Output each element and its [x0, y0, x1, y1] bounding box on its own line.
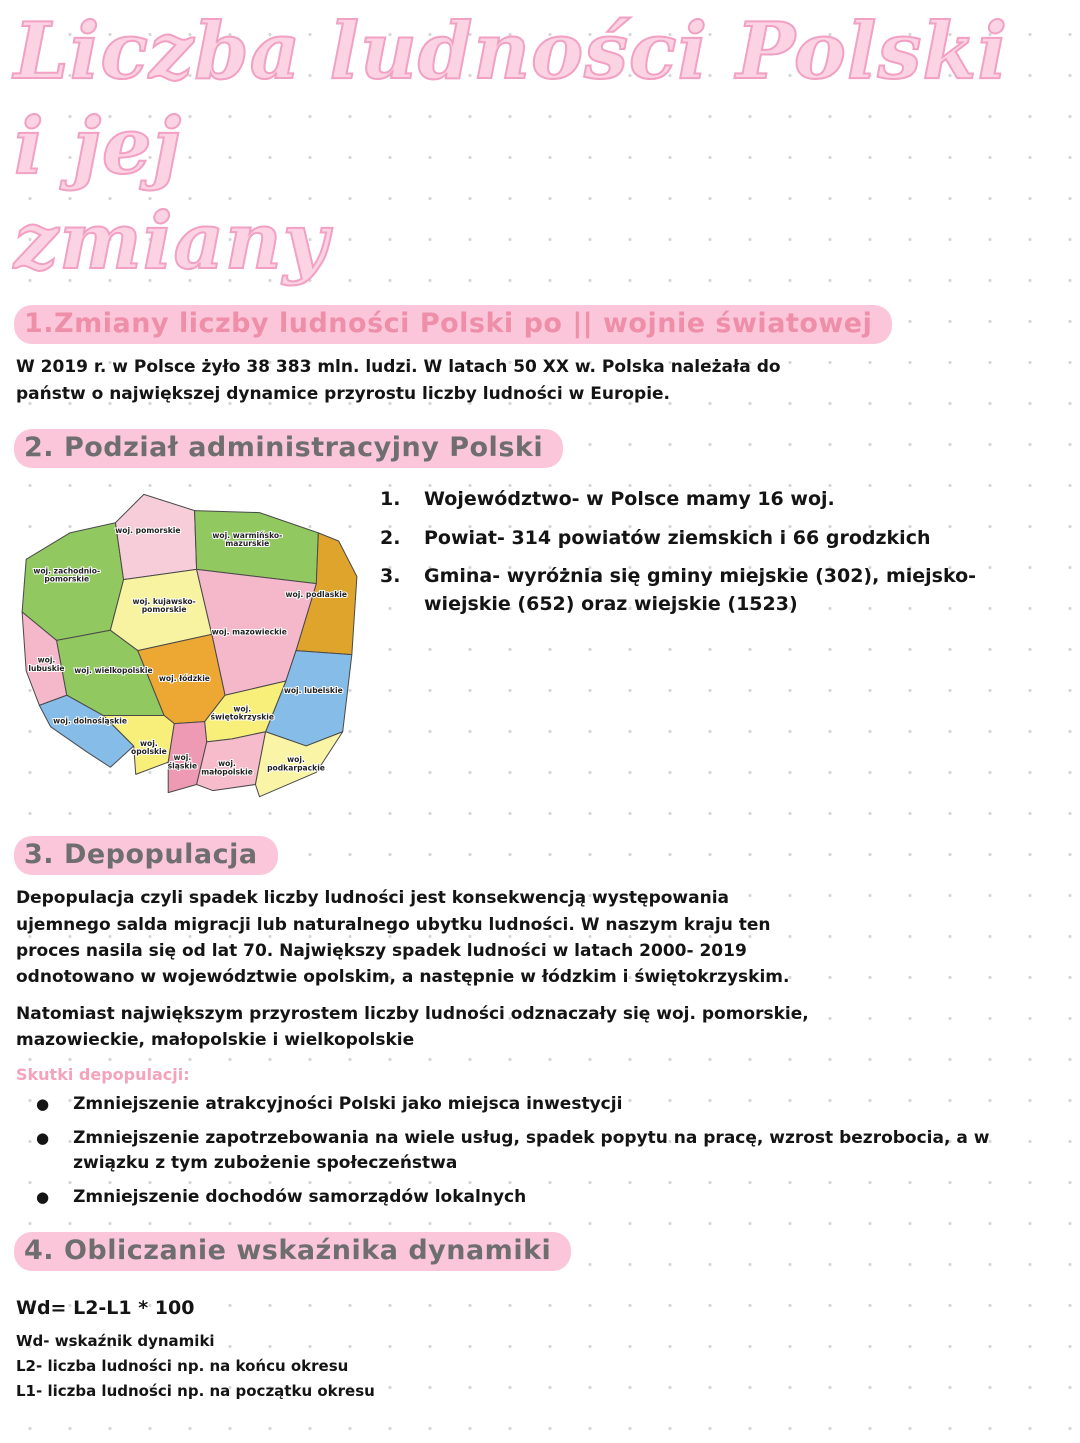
map-label-wielkopolskie: woj. wielkopolskie: [74, 666, 153, 676]
section3-paragraph2: Natomiast największym przyrostem liczby ludności odznaczały się woj. pomorskie, mazowieckie, małopolskie i wielkopolskie: [16, 1003, 809, 1050]
bullet-dot: ●: [36, 1095, 50, 1114]
map-label-swietokrzyskie-line2: świętokrzyskie: [210, 712, 275, 722]
map-label-lubelskie: woj. lubelskie: [283, 686, 343, 696]
section1-heading: 1.Zmiany liczby ludności Polski po || wojnie światowej: [14, 305, 892, 344]
map-region-pomorskie: [115, 495, 196, 580]
list-item-text: Województwo- w Polsce mamy 16 woj.: [424, 488, 835, 511]
list-item: [380, 525, 1024, 553]
page-title: [14, 4, 1066, 289]
bullet-dot: ●: [36, 1187, 50, 1206]
formula-note: L1- liczba ludności np. na początku okresu: [16, 1381, 375, 1400]
depopulation-effects-label: Skutki depopulacji:: [16, 1065, 190, 1085]
section3-heading: 3. Depopulacja: [14, 836, 278, 875]
section3-paragraph1: Depopulacja czyli spadek liczby ludności jest konsekwencją występowania ujemnego salda migracji lub naturalnego ubytku ludności. W naszym kraju ten proces nasila się od lat 70. Największy spadek ludności w latach 2000- 2019 odnotowano w województwie opolskim, a następnie w łódzkim i świętokrzyskim.: [16, 888, 790, 988]
poland-map-svg: [14, 480, 364, 810]
map-label-malopolskie-line1: woj.: [218, 759, 236, 769]
section2-heading: 2. Podział administracyjny Polski: [14, 429, 563, 468]
map-label-dolnoslaskie: woj. dolnośląskie: [53, 716, 128, 726]
map-label-warminsko-line1: woj. warmińsko-: [212, 531, 283, 541]
formula-note: L2- liczba ludności np. na końcu okresu: [16, 1356, 349, 1375]
map-label-podkarpackie-line2: podkarpackie: [267, 763, 325, 773]
poland-voivodeships-map: [14, 480, 364, 814]
list-item-number: 1.: [380, 488, 401, 511]
map-label-kujawsko-line1: woj. kujawsko-: [132, 597, 196, 607]
map-label-lubuskie-line1: woj.: [37, 655, 56, 665]
map-label-warminsko-line2: mazurskie: [225, 539, 270, 549]
page-title-line1: Liczba ludności Polski i jej: [14, 6, 1009, 193]
map-label-zachodniopomorskie-line2: pomorskie: [44, 574, 90, 584]
map-label-slaskie-line2: śląskie: [167, 761, 198, 771]
list-item-text: Powiat- 314 powiatów ziemskich i 66 grodzkich: [424, 526, 931, 549]
map-label-opolskie-line2: opolskie: [131, 747, 167, 757]
map-label-pomorskie: woj. pomorskie: [115, 526, 181, 536]
page-title-line2: zmiany: [14, 196, 330, 288]
bullet-text: Zmniejszenie atrakcyjności Polski jako miejsca inwestycji: [73, 1094, 623, 1115]
map-label-podlaskie: woj. podlaskie: [285, 589, 348, 599]
map-and-list-row: [14, 480, 1066, 814]
map-label-opolskie-line1: woj.: [140, 739, 158, 749]
list-item: [380, 563, 1024, 618]
map-label-slaskie-line1: woj.: [173, 753, 192, 763]
formula-note: Wd- wskaźnik dynamiki: [16, 1332, 215, 1351]
map-label-mazowieckie: woj. mazowieckie: [211, 627, 287, 637]
map-label-lodzkie: woj. łódzkie: [158, 674, 210, 684]
bullet-item: [36, 1092, 1066, 1118]
map-label-zachodniopomorskie-line1: woj. zachodnio-: [33, 566, 101, 576]
formula-notes: [16, 1329, 1066, 1403]
bullet-item: [36, 1126, 1066, 1177]
section-depopulation: [14, 836, 1066, 1210]
list-item-number: 3.: [380, 565, 401, 588]
map-label-swietokrzyskie-line1: woj.: [233, 704, 252, 714]
depopulation-effects-list: [14, 1092, 1066, 1210]
section-population-changes: [14, 305, 1066, 407]
section-administrative-division: [14, 429, 1066, 814]
section1-paragraph: W 2019 r. w Polsce żyło 38 383 mln. ludzi. W latach 50 XX w. Polska należała do państw o największej dynamice przyrostu liczby ludności w Europie.: [16, 357, 781, 404]
dynamics-formula: Wd= L2-L1 * 100: [16, 1297, 195, 1320]
list-item-text: Gmina- wyróżnia się gminy miejskie (302), miejsko-wiejskie (652) oraz wiejskie (1523): [424, 565, 977, 615]
bullet-text: Zmniejszenie zapotrzebowania na wiele usług, spadek popytu na pracę, wzrost bezrobocia, a w związku z tym zubożenie społeczeństwa: [73, 1127, 990, 1174]
bullet-text: Zmniejszenie dochodów samorządów lokalnych: [73, 1186, 527, 1207]
map-label-kujawsko-line2: pomorskie: [141, 605, 187, 615]
section-dynamics-index: [14, 1232, 1066, 1403]
map-label-malopolskie-line2: małopolskie: [201, 767, 253, 777]
bullet-item: [36, 1185, 1066, 1211]
map-label-podkarpackie-line1: woj.: [287, 755, 305, 765]
section4-heading: 4. Obliczanie wskaźnika dynamiki: [14, 1232, 571, 1271]
list-item: [380, 486, 1024, 514]
admin-division-list: [380, 486, 1024, 629]
list-item-number: 2.: [380, 526, 401, 549]
bullet-dot: ●: [36, 1128, 50, 1147]
map-label-lubuskie-line2: lubuskie: [28, 664, 65, 674]
